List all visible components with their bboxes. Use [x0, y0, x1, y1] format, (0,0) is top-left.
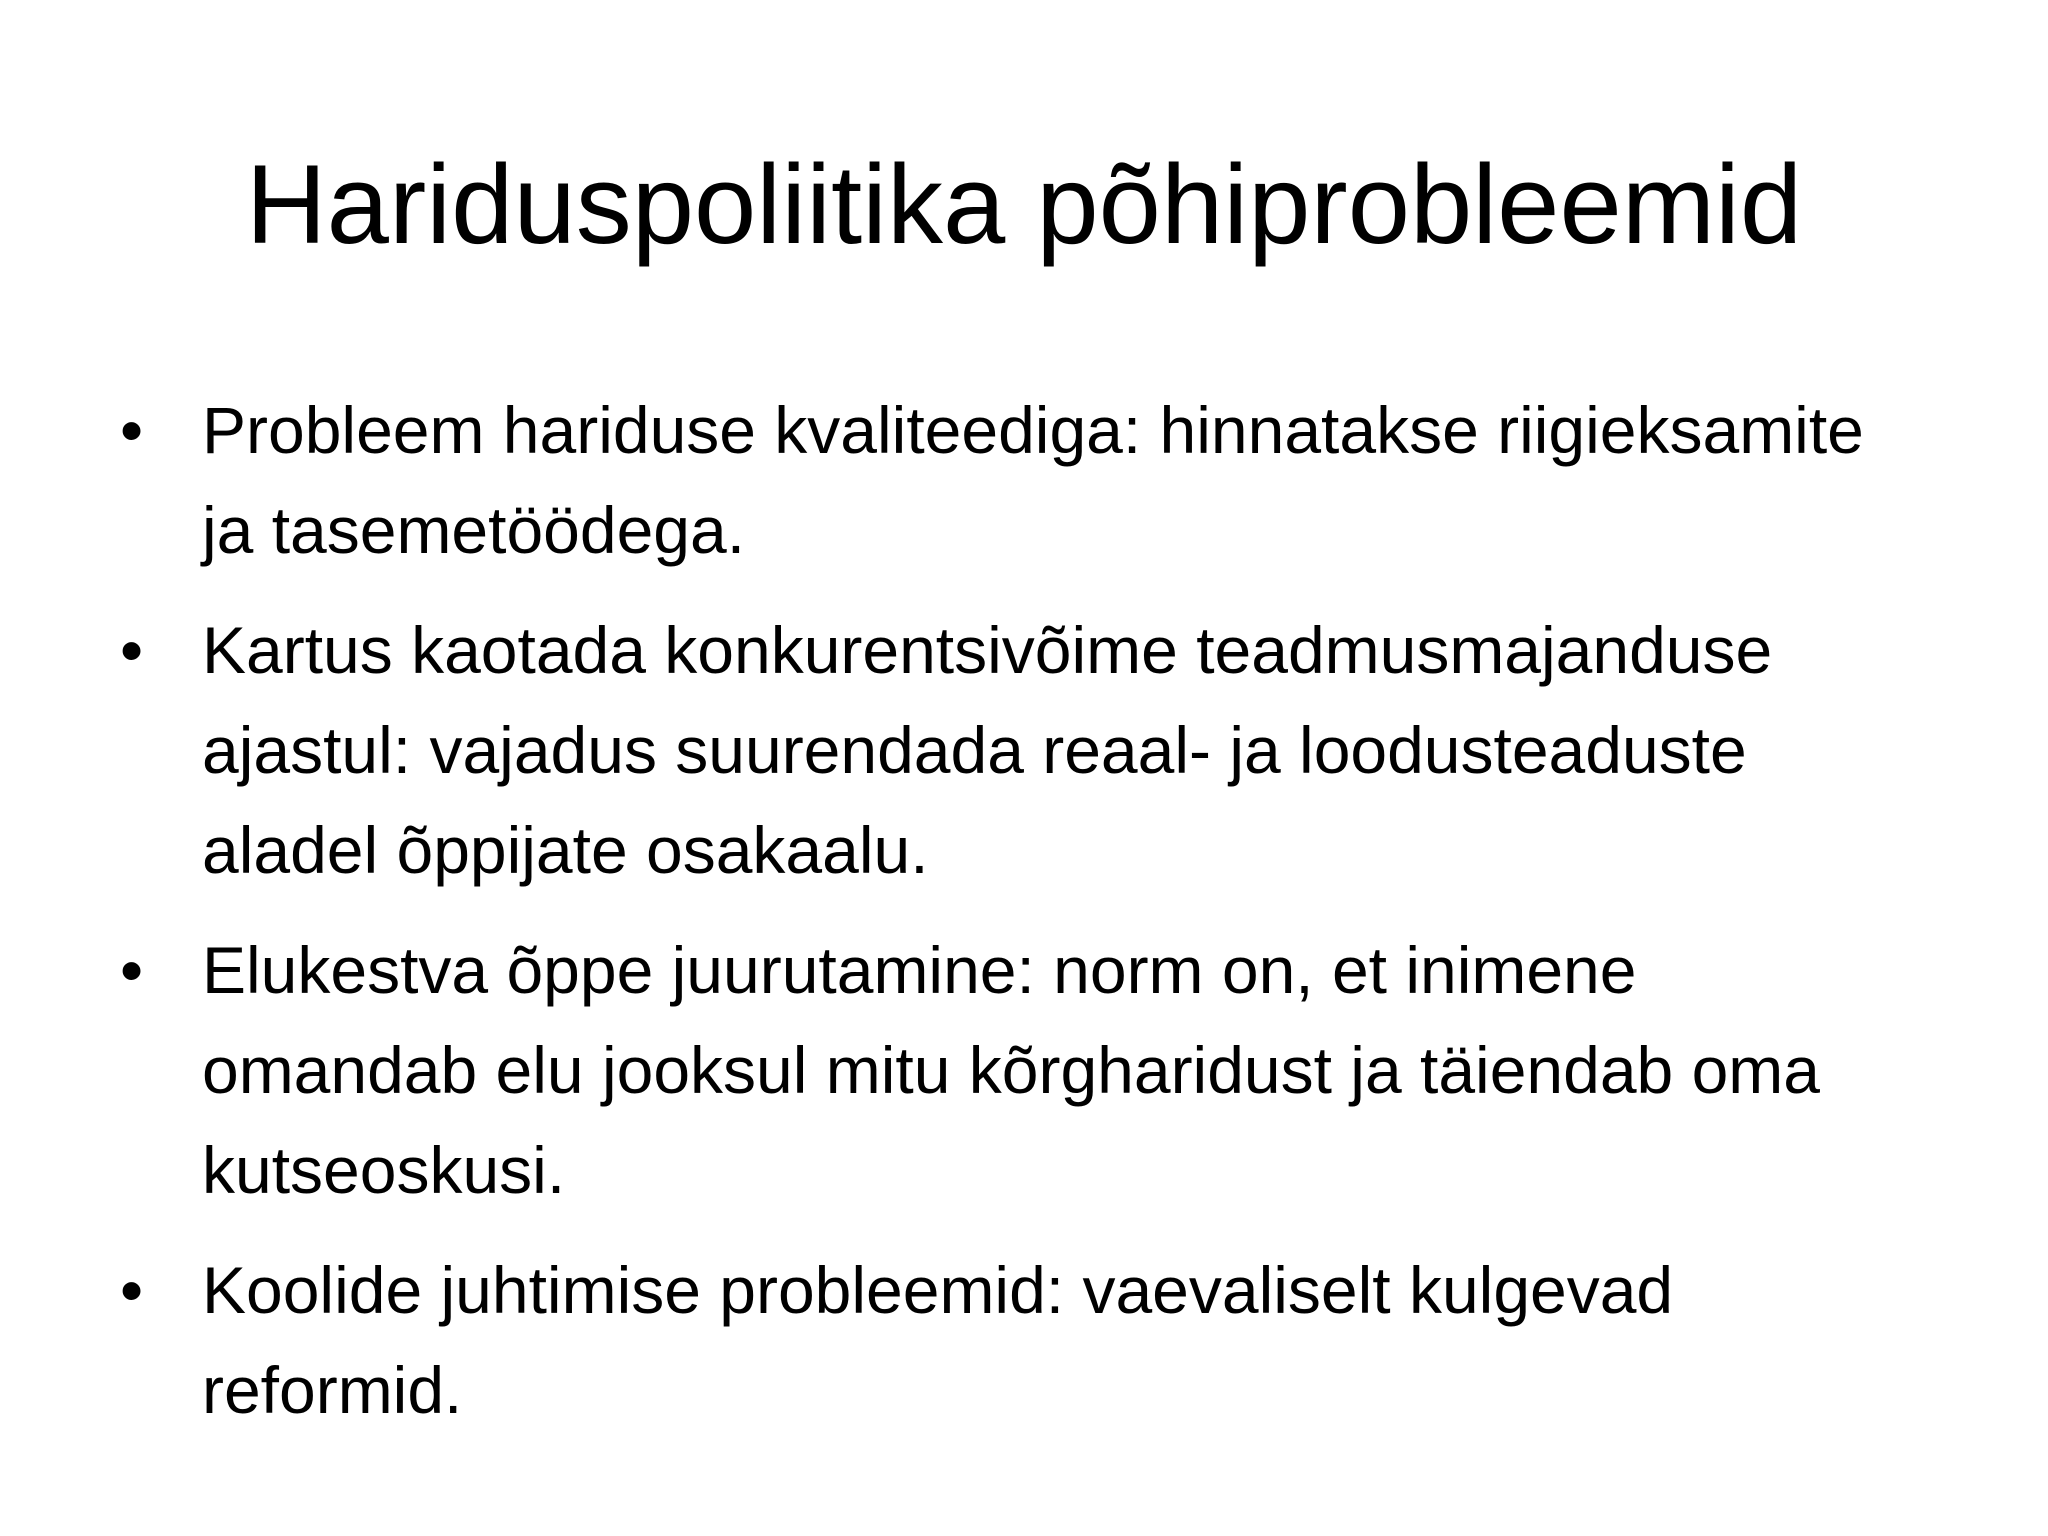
bullet-item [120, 600, 1920, 900]
bullet-item [120, 920, 1920, 1220]
bullet-dot-icon: • [120, 1253, 144, 1327]
bullet-text: Koolide juhtimise probleemid: vaevaliselt kulgevad reformid. [202, 1253, 1674, 1427]
bullet-text: Elukestva õppe juurutamine: norm on, et inimene omandab elu jooksul mitu kõrgharidust ja täiendab oma kutseoskusi. [202, 933, 1820, 1207]
bullet-text: Probleem hariduse kvaliteediga: hinnatakse riigieksamite ja tasemetöödega. [202, 393, 1864, 567]
bullet-list [120, 380, 1920, 1460]
bullet-dot-icon: • [120, 393, 144, 467]
bullet-dot-icon: • [120, 933, 144, 1007]
bullet-text: Kartus kaotada konkurentsivõime teadmusmajanduse ajastul: vajadus suurendada reaal- ja loodusteaduste aladel õppijate osakaalu. [202, 613, 1773, 887]
slide-title: Hariduspoliitika põhiprobleemid [245, 142, 1803, 267]
bullet-item [120, 1240, 1920, 1440]
bullet-dot-icon: • [120, 613, 144, 687]
bullet-item [120, 380, 1920, 580]
